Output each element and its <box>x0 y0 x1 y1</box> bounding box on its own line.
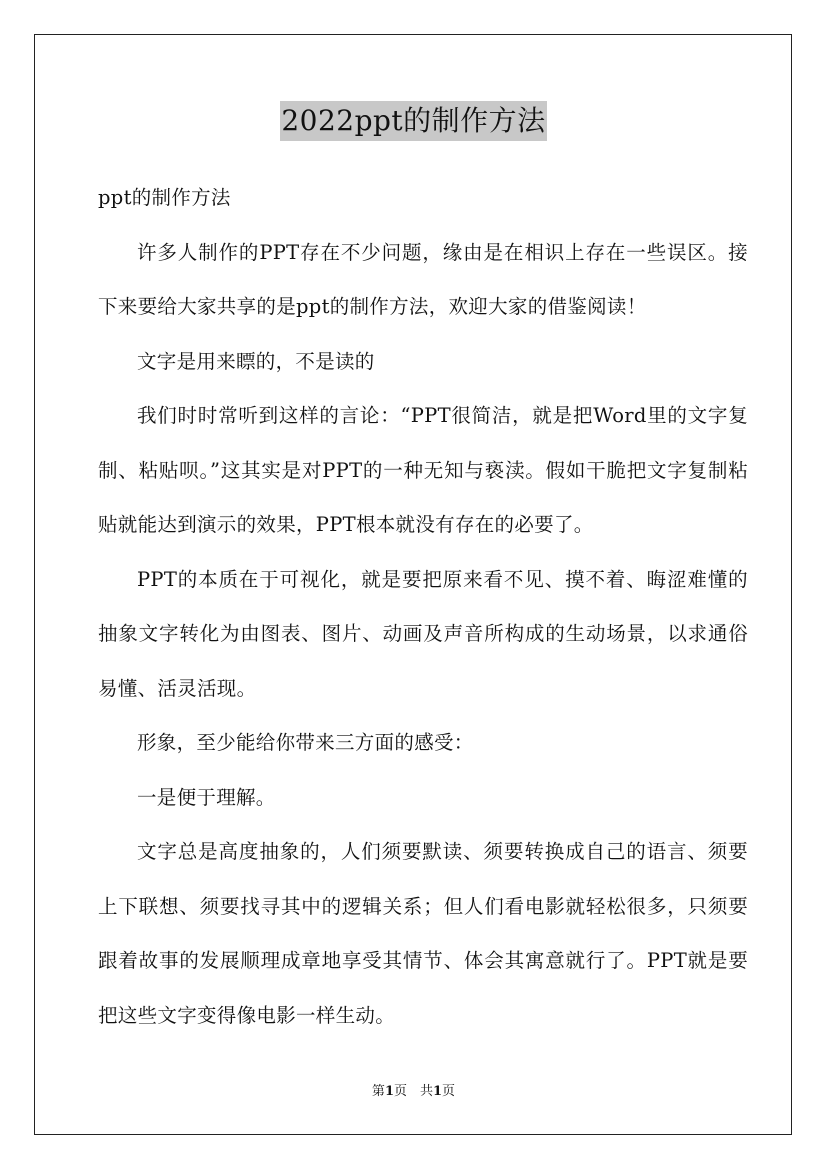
title-container <box>0 101 827 141</box>
document-body <box>98 171 748 1043</box>
page-footer <box>0 1083 827 1101</box>
paragraph-abstract-text: 文字总是高度抽象的，人们须要默读、须要转换成自己的语言、须要上下联想、须要找寻其中的逻辑关系；但人们看电影就轻松很多，只须要跟着故事的发展顺理成章地享受其情节、体会其寓意就行了。PPT就是要把这些文字变得像电影一样生动。 <box>98 840 748 1027</box>
footer-suffix: 页 <box>442 1084 456 1099</box>
paragraph-common-saying: 我们时时常听到这样的言论：“PPT很简洁，就是把Word里的文字复制、粘贴呗。”这其实是对PPT的一种无知与亵渎。假如干脆把文字复制粘贴就能达到演示的效果，PPT根本就没有存在的必要了。 <box>98 404 748 536</box>
paragraph-subtitle: ppt的制作方法 <box>98 186 231 209</box>
footer-total-pages: 1 <box>433 1084 443 1099</box>
footer-mid: 页 共 <box>393 1084 433 1099</box>
paragraph-visualization: PPT的本质在于可视化，就是要把原来看不见、摸不着、晦涩难懂的抽象文字转化为由图表、图片、动画及声音所构成的生动场景，以求通俗易懂、活灵活现。 <box>98 567 748 700</box>
document-title: 2022ppt的制作方法 <box>280 101 546 141</box>
paragraph-heading-text-skim: 文字是用来瞟的，不是读的 <box>137 349 375 373</box>
footer-page-number: 1 <box>384 1084 394 1099</box>
paragraph-intro: 许多人制作的PPT存在不少问题，缘由是在相识上存在一些误区。接下来要给大家共享的是ppt的制作方法，欢迎大家的借鉴阅读！ <box>98 240 748 318</box>
paragraph-three-aspects: 形象，至少能给你带来三方面的感受： <box>137 731 474 754</box>
paragraph-point-one: 一是便于理解。 <box>137 785 276 809</box>
footer-prefix: 第 <box>371 1084 385 1099</box>
